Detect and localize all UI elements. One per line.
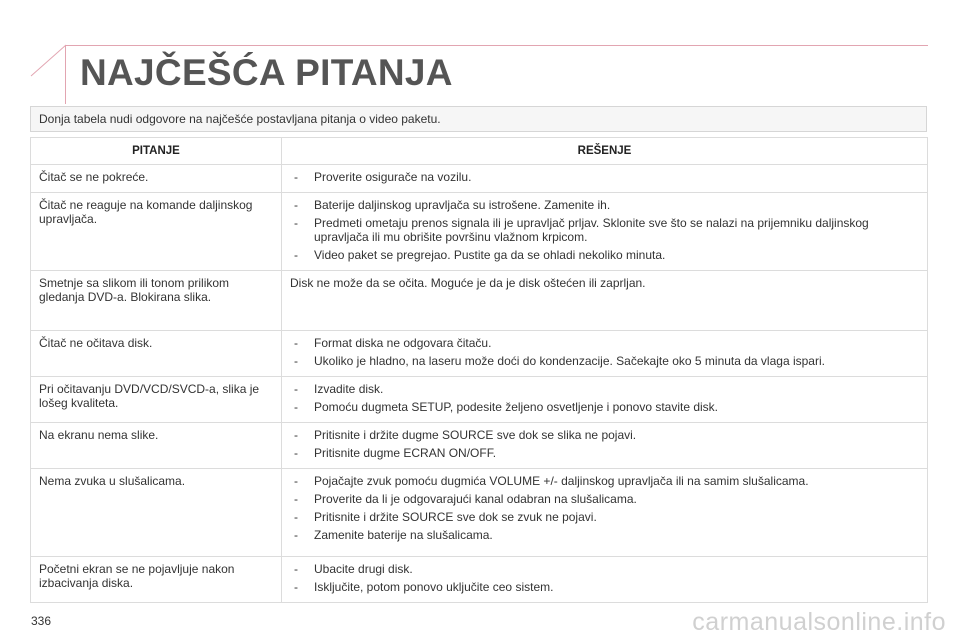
solution-item: - Predmeti ometaju prenos signala ili je upravljač prljav. Sklonite sve što se nalazi na prijemniku daljinskog upravljača ili mu obrišite površinu vlažnom krpicom. — [290, 216, 919, 244]
question-cell: Čitač ne očitava disk. — [31, 331, 282, 377]
table-row — [31, 331, 928, 377]
solution-item: - Proverite osigurače na vozilu. — [290, 170, 919, 184]
solution-item: - Pritisnite i držite SOURCE sve dok se zvuk ne pojavi. — [290, 510, 919, 524]
table-row — [31, 469, 928, 557]
column-header-solution: REŠENJE — [282, 138, 928, 165]
table-row — [31, 271, 928, 331]
question-cell: Pri očitavanju DVD/VCD/SVCD-a, slika je lošeg kvaliteta. — [31, 377, 282, 423]
solution-item: - Pritisnite i držite dugme SOURCE sve dok se slika ne pojavi. — [290, 428, 919, 442]
intro-text: Donja tabela nudi odgovore na najčešće postavljana pitanja o video paketu. — [30, 106, 927, 132]
solution-item: - Format diska ne odgovara čitaču. — [290, 336, 919, 350]
table-row — [31, 193, 928, 271]
question-cell: Na ekranu nema slike. — [31, 423, 282, 469]
solution-item: - Ukoliko je hladno, na laseru može doći do kondenzacije. Sačekajte oko 5 minuta da vlaga ispari. — [290, 354, 919, 368]
question-cell: Čitač se ne pokreće. — [31, 165, 282, 193]
solution-item: - Izvadite disk. — [290, 382, 919, 396]
title-corner-decoration — [30, 44, 66, 104]
solution-cell — [282, 331, 928, 377]
solution-item: - Pomoću dugmeta SETUP, podesite željeno osvetljenje i ponovo stavite disk. — [290, 400, 919, 414]
question-cell: Početni ekran se ne pojavljuje nakon izbacivanja diska. — [31, 557, 282, 603]
solution-cell — [282, 377, 928, 423]
faq-table — [30, 137, 928, 603]
solution-item: - Baterije daljinskog upravljača su istrošene. Zamenite ih. — [290, 198, 919, 212]
solution-cell — [282, 423, 928, 469]
page-title: NAJČEŠĆA PITANJA — [80, 52, 453, 93]
solution-cell — [282, 165, 928, 193]
solution-cell — [282, 469, 928, 557]
page-number: 336 — [31, 614, 52, 628]
table-row — [31, 377, 928, 423]
solution-cell — [282, 557, 928, 603]
solution-item: - Pritisnite dugme ECRAN ON/OFF. — [290, 446, 919, 460]
solution-item: - Pojačajte zvuk pomoću dugmića VOLUME +/- daljinskog upravljača ili na samim slušalicama. — [290, 474, 919, 488]
solution-item: - Video paket se pregrejao. Pustite ga da se ohladi nekoliko minuta. — [290, 248, 919, 262]
solution-item: - Isključite, potom ponovo uključite ceo sistem. — [290, 580, 919, 594]
question-cell: Smetnje sa slikom ili tonom prilikom gledanja DVD-a. Blokirana slika. — [31, 271, 282, 331]
solution-item: - Zamenite baterije na slušalicama. — [290, 528, 919, 542]
table-header-row — [31, 138, 928, 165]
solution-cell — [282, 193, 928, 271]
table-row — [31, 165, 928, 193]
question-cell: Nema zvuka u slušalicama. — [31, 469, 282, 557]
solution-item: - Ubacite drugi disk. — [290, 562, 919, 576]
table-row — [31, 423, 928, 469]
watermark: carmanualsonline.info — [692, 608, 946, 636]
solution-item: - Proverite da li je odgovarajući kanal odabran na slušalicama. — [290, 492, 919, 506]
column-header-question: PITANJE — [31, 138, 282, 165]
table-row — [31, 557, 928, 603]
question-cell: Čitač ne reaguje na komande daljinskog upravljača. — [31, 193, 282, 271]
solution-cell: Disk ne može da se očita. Moguće je da je disk oštećen ili zaprljan. — [282, 271, 928, 331]
